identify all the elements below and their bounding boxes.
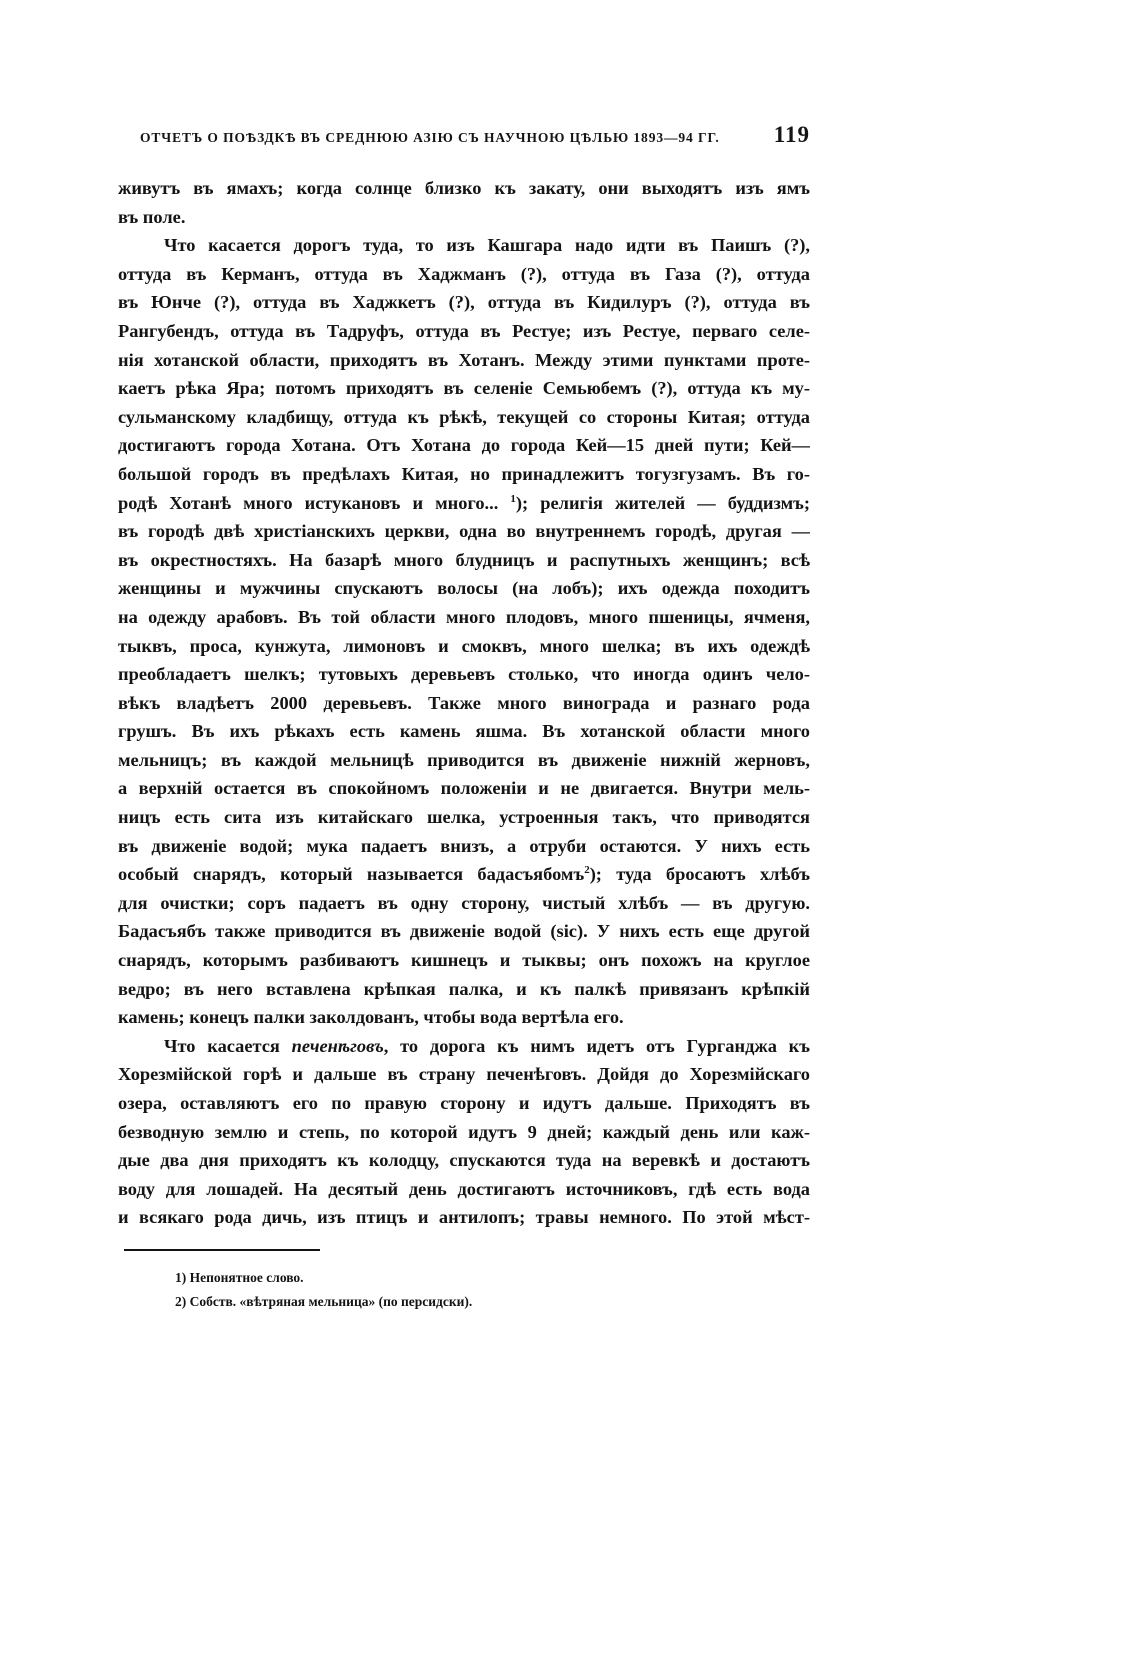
line-text: въ Юнче (?), оттуда въ Хаджкетъ (?), оттуда въ Кидилуръ (?), оттуда въ: [118, 292, 810, 313]
text-line: [118, 689, 810, 718]
text-line: [118, 231, 810, 260]
text-line: [118, 975, 810, 1004]
text-line: [118, 1089, 810, 1118]
line-text: нія хотанской области, приходятъ въ Хотанъ. Между этими пунктами проте-: [118, 349, 810, 370]
text-line: [118, 288, 810, 317]
line-text: Хорезмійской горѣ и дальше въ страну печенѣговъ. Дойдя до Хорезмійскаго: [118, 1064, 810, 1085]
line-text: а верхній остается въ спокойномъ положеніи и не двигается. Внутри мель-: [118, 778, 810, 799]
text-line: [118, 603, 810, 632]
line-text: воду для лошадей. На десятый день достигаютъ источниковъ, гдѣ есть вода: [118, 1178, 810, 1199]
text-line: [118, 889, 810, 918]
text-line: [118, 517, 810, 546]
text-line: [118, 431, 810, 460]
text-line: [118, 1175, 810, 1204]
line-text: Бадасъябъ также приводится въ движеніе водой (sic). У нихъ есть еще другой: [118, 921, 810, 942]
line-text: Что касается: [164, 1035, 292, 1056]
footnote-separator: [124, 1249, 320, 1251]
text-line: [118, 403, 810, 432]
text-line: [118, 917, 810, 946]
line-text: особый снарядъ, который называется бадасъябомъ: [118, 864, 585, 885]
line-text: ); религія жителей — буддизмъ;: [515, 492, 810, 513]
text-line: [118, 803, 810, 832]
line-text: Что касается дорогъ туда, то изъ Кашгара надо идти въ Паишъ (?),: [164, 235, 810, 256]
text-line: [118, 317, 810, 346]
running-title: ОТЧЕТЪ О ПОѢЗДКѢ ВЪ СРЕДНЮЮ АЗІЮ СЪ НАУЧНОЮ ЦѢЛЬЮ 1893—94 ГГ.: [140, 130, 720, 145]
line-text: дые два дня приходятъ къ колодцу, спускаются туда на веревкѣ и достаютъ: [118, 1150, 810, 1171]
line-text: ницъ есть сита изъ китайскаго шелка, устроенныя такъ, что приводятся: [118, 807, 810, 828]
line-text: преобладаетъ шелкъ; тутовыхъ деревьевъ столько, что иногда одинъ чело-: [118, 664, 810, 685]
text-line: [118, 489, 810, 518]
text-line: [118, 460, 810, 489]
text-line: [118, 1203, 810, 1232]
line-text: для очистки; соръ падаетъ въ одну сторону, чистый хлѣбъ — въ другую.: [118, 892, 810, 913]
line-text: грушъ. Въ ихъ рѣкахъ есть камень яшма. Въ хотанской области много: [118, 721, 810, 742]
text-line: [118, 1060, 810, 1089]
text-line: [118, 374, 810, 403]
text-line: [118, 260, 810, 289]
line-text: и всякаго рода дичь, изъ птицъ и антилопъ; травы немного. По этой мѣст-: [118, 1207, 810, 1228]
line-text: снарядъ, которымъ разбиваютъ кишнецъ и тыквы; онъ похожъ на круглое: [118, 950, 810, 971]
line-text: живутъ въ ямахъ; когда солнце близко къ закату, они выходятъ изъ ямъ: [118, 178, 810, 198]
text-line: [118, 346, 810, 375]
text-line: [118, 1118, 810, 1147]
text-line: [118, 832, 810, 861]
text-line: [118, 632, 810, 661]
line-text: вѣкъ владѣетъ 2000 деревьевъ. Также много винограда и разнаго рода: [118, 692, 810, 713]
line-text: каетъ рѣка Яра; потомъ приходятъ въ селеніе Семьюбемъ (?), оттуда къ му-: [118, 378, 810, 399]
line-text: мельницъ; въ каждой мельницѣ приводится въ движеніе нижній жерновъ,: [118, 749, 810, 770]
line-text: ведро; въ него вставлена крѣпкая палка, и къ палкѣ привязанъ крѣпкій: [118, 978, 810, 999]
footnote-1: 1) Непонятное слово.: [175, 1270, 304, 1285]
line-text: безводную землю и степь, по которой идутъ 9 дней; каждый день или каж-: [118, 1121, 810, 1142]
text-line: [118, 746, 810, 775]
line-text: родѣ Хотанѣ много истукановъ и много...: [118, 492, 511, 513]
text-line: [118, 660, 810, 689]
text-line: [118, 860, 810, 889]
line-text: камень; конецъ палки заколдованъ, чтобы вода вертѣла его.: [118, 1007, 624, 1028]
footnote-marker: 2: [584, 864, 590, 877]
line-text: въ городѣ двѣ христіанскихъ церкви, одна во внутреннемъ городѣ, другая —: [118, 521, 810, 542]
line-text: въ окрестностяхъ. На базарѣ много блудницъ и распутныхъ женщинъ; всѣ: [118, 549, 810, 570]
text-line: [118, 1032, 810, 1061]
line-text: Рангубендъ, оттуда въ Тадруфъ, оттуда въ Рестуе; изъ Рестуе, перваго селе-: [118, 320, 810, 341]
page-number: 119: [773, 122, 810, 147]
line-text: ); туда бросаютъ хлѣбъ: [589, 864, 810, 885]
text-line: [118, 174, 810, 203]
text-line: [118, 774, 810, 803]
line-text: озера, оставляютъ его по правую сторону и идутъ дальше. Приходятъ въ: [118, 1093, 810, 1113]
page-header: [140, 122, 810, 152]
line-text: въ поле.: [118, 206, 186, 227]
line-text: большой городъ въ предѣлахъ Китая, но принадлежитъ тогузгузамъ. Въ го-: [118, 463, 810, 484]
line-text: въ движеніе водой; мука падаетъ внизъ, а отруби остаются. У нихъ есть: [118, 835, 810, 856]
footnote-2: 2) Собств. «вѣтряная мельница» (по персидски).: [175, 1294, 473, 1309]
text-line: [118, 946, 810, 975]
text-line: [118, 1146, 810, 1175]
text-line: [118, 546, 810, 575]
line-text: тыквъ, проса, кунжута, лимоновъ и смоквъ, много шелка; въ ихъ одеждѣ: [118, 635, 810, 656]
line-text: , то дорога къ нимъ идетъ отъ Гурганджа къ: [383, 1035, 810, 1056]
line-text: на одежду арабовъ. Въ той области много плодовъ, много пшеницы, ячменя,: [118, 606, 810, 627]
footnotes: [175, 1266, 775, 1314]
text-line: [118, 574, 810, 603]
text-line: [118, 203, 810, 232]
line-text: достигаютъ города Хотана. Отъ Хотана до города Кей—15 дней пути; Кей—: [118, 435, 810, 456]
italic-term: печенѣговъ: [291, 1035, 384, 1056]
line-text: женщины и мужчины спускаютъ волосы (на лобъ); ихъ одежда походитъ: [118, 578, 810, 599]
footnote-marker: 1: [510, 492, 516, 505]
body-text: [118, 174, 810, 1232]
line-text: оттуда въ Керманъ, оттуда въ Хаджманъ (?), оттуда въ Газа (?), оттуда: [118, 263, 810, 284]
text-line: [118, 1003, 810, 1032]
line-text: сульманскому кладбищу, оттуда къ рѣкѣ, текущей со стороны Китая; оттуда: [118, 406, 810, 427]
text-line: [118, 717, 810, 746]
